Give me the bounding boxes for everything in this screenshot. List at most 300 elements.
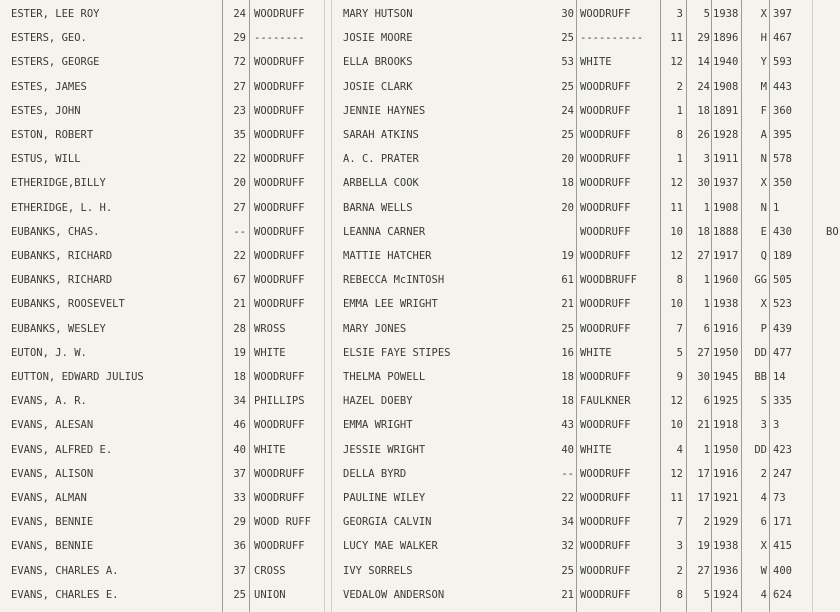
groom-township: WOOD RUFF [254, 516, 311, 529]
bride-name: JESSIE WRIGHT [343, 443, 426, 456]
groom-age: 21 [233, 298, 246, 311]
groom-name: ESTON, ROBERT [11, 129, 94, 141]
groom-age: 20 [233, 177, 246, 190]
marriage-day: 27 [697, 346, 710, 359]
bride-name: PAULINE WILEY [343, 492, 426, 504]
groom-age: 24 [233, 8, 246, 20]
marriage-day: 30 [697, 177, 710, 190]
groom-name: EVANS, ALFRED E. [11, 443, 113, 456]
margin-note [826, 559, 840, 583]
marriage-month: 3 [676, 540, 683, 553]
table-row [0, 147, 840, 171]
record-page: 350 [773, 177, 792, 190]
table-row [0, 26, 840, 50]
groom-name: EVANS, A. R. [11, 395, 87, 408]
marriage-year: 1936 [713, 564, 739, 577]
margin-note [826, 2, 840, 26]
groom-township: WOODRUFF [254, 129, 305, 141]
record-book: 2 [760, 467, 767, 480]
record-page: 360 [773, 104, 792, 117]
margin-note [826, 99, 840, 123]
margin-note [826, 317, 840, 341]
groom-name: EUBANKS, RICHARD [11, 274, 113, 287]
marriage-month: 12 [670, 467, 683, 480]
groom-township: WOODRUFF [254, 80, 305, 93]
marriage-year: 1950 [713, 346, 739, 359]
record-page: 73 [773, 492, 786, 504]
table-row [0, 413, 840, 437]
marriage-year: 1917 [713, 250, 739, 262]
groom-age: 25 [233, 588, 246, 601]
groom-name: EUBANKS, WESLEY [11, 322, 106, 335]
marriage-day: 26 [697, 129, 710, 141]
record-book: Y [760, 56, 767, 69]
groom-age: 72 [233, 56, 246, 69]
marriage-month: 1 [676, 153, 683, 166]
record-book: 4 [760, 588, 767, 601]
groom-name: ESTER, LEE ROY [11, 8, 100, 20]
groom-township: WOODRUFF [254, 153, 305, 166]
margin-note [826, 365, 840, 389]
table-row [0, 317, 840, 341]
marriage-year: 1921 [713, 492, 739, 504]
bride-name: MARY JONES [343, 322, 407, 335]
record-book: 4 [760, 492, 767, 504]
margin-note [826, 486, 840, 510]
marriage-year: 1938 [713, 298, 739, 311]
record-book: M [760, 80, 767, 93]
bride-township: WOODRUFF [580, 153, 631, 166]
groom-age: 22 [233, 153, 246, 166]
groom-name: ESTERS, GEO. [11, 32, 87, 45]
record-page: 523 [773, 298, 792, 311]
table-row [0, 534, 840, 558]
groom-age: 37 [233, 467, 246, 480]
bride-township: WOODRUFF [580, 225, 631, 238]
groom-age: 22 [233, 250, 246, 262]
marriage-year: 1929 [713, 516, 739, 529]
marriage-month: 11 [670, 492, 683, 504]
table-row [0, 389, 840, 413]
marriage-month: 3 [676, 8, 683, 20]
marriage-month: 10 [670, 419, 683, 432]
margin-note [826, 413, 840, 437]
groom-age: -- [233, 225, 246, 238]
marriage-year: 1938 [713, 8, 739, 20]
bride-name: ELSIE FAYE STIPES [343, 346, 451, 359]
table-row [0, 123, 840, 147]
bride-name: A. C. PRATER [343, 153, 419, 166]
groom-age: 29 [233, 516, 246, 529]
marriage-day: 1 [703, 443, 710, 456]
marriage-year: 1960 [713, 274, 739, 287]
margin-note [826, 50, 840, 74]
record-page: 397 [773, 8, 792, 20]
record-book: X [760, 298, 767, 311]
groom-name: EVANS, ALMAN [11, 492, 87, 504]
marriage-day: 29 [697, 32, 710, 45]
marriage-month: 9 [676, 371, 683, 383]
marriage-day: 18 [697, 225, 710, 238]
record-book: 3 [760, 419, 767, 432]
margin-note [826, 389, 840, 413]
marriage-month: 10 [670, 298, 683, 311]
groom-age: 40 [233, 443, 246, 456]
marriage-month: 2 [676, 564, 683, 577]
bride-age: 21 [561, 588, 574, 601]
margin-note [826, 75, 840, 99]
margin-note [826, 268, 840, 292]
bride-township: WHITE [580, 346, 612, 359]
margin-note [826, 462, 840, 486]
marriage-year: 1925 [713, 395, 739, 408]
marriage-month: 7 [676, 322, 683, 335]
marriage-day: 5 [703, 8, 710, 20]
marriage-year: 1911 [713, 153, 739, 166]
bride-township: WOODRUFF [580, 80, 631, 93]
groom-township: CROSS [254, 564, 286, 577]
bride-age: 25 [561, 129, 574, 141]
bride-age: 34 [561, 516, 574, 529]
bride-name: EMMA LEE WRIGHT [343, 298, 438, 311]
groom-name: ETHERIDGE,BILLY [11, 177, 106, 190]
bride-age: 32 [561, 540, 574, 553]
marriage-month: 1 [676, 104, 683, 117]
bride-name: EMMA WRIGHT [343, 419, 413, 432]
margin-note [826, 292, 840, 316]
groom-name: EUBANKS, CHAS. [11, 225, 100, 238]
bride-township: WOODRUFF [580, 298, 631, 311]
margin-note [826, 26, 840, 50]
groom-township: WROSS [254, 322, 286, 335]
marriage-day: 17 [697, 467, 710, 480]
groom-age: 23 [233, 104, 246, 117]
bride-name: THELMA POWELL [343, 371, 426, 383]
bride-name: BARNA WELLS [343, 201, 413, 214]
groom-name: EVANS, BENNIE [11, 540, 94, 553]
bride-name: ARBELLA COOK [343, 177, 419, 190]
bride-name: SARAH ATKINS [343, 129, 419, 141]
record-page: 415 [773, 540, 792, 553]
groom-age: 36 [233, 540, 246, 553]
bride-age: 25 [561, 564, 574, 577]
bride-name: VEDALOW ANDERSON [343, 588, 445, 601]
record-page: 467 [773, 32, 792, 45]
table-row [0, 510, 840, 534]
bride-age: 19 [561, 250, 574, 262]
groom-age: 29 [233, 32, 246, 45]
table-row [0, 220, 840, 244]
record-book: DD [754, 443, 767, 456]
bride-age: 18 [561, 177, 574, 190]
marriage-month: 12 [670, 250, 683, 262]
groom-township: WOODRUFF [254, 274, 305, 287]
marriage-day: 19 [697, 540, 710, 553]
record-book: DD [754, 346, 767, 359]
bride-township: WOODRUFF [580, 201, 631, 214]
groom-township: WOODRUFF [254, 371, 305, 383]
record-book: H [760, 32, 767, 45]
bride-township: WOODRUFF [580, 492, 631, 504]
bride-township: WHITE [580, 443, 612, 456]
groom-township: -------- [254, 32, 305, 45]
table-row [0, 341, 840, 365]
bride-name: MATTIE HATCHER [343, 250, 432, 262]
record-book: A [760, 129, 767, 141]
record-book: GG [754, 274, 767, 287]
marriage-year: 1918 [713, 419, 739, 432]
bride-age: 25 [561, 80, 574, 93]
record-book: F [760, 104, 767, 117]
bride-age: 25 [561, 322, 574, 335]
table-row [0, 559, 840, 583]
bride-age: 30 [561, 8, 574, 20]
marriage-month: 7 [676, 516, 683, 529]
groom-name: EUTON, J. W. [11, 346, 87, 359]
bride-age: -- [561, 467, 574, 480]
groom-township: WOODRUFF [254, 419, 305, 432]
groom-age: 18 [233, 371, 246, 383]
marriage-month: 2 [676, 80, 683, 93]
marriage-year: 1916 [713, 322, 739, 335]
record-page: 3 [773, 419, 780, 432]
record-book: S [760, 395, 767, 408]
bride-name: JOSIE MOORE [343, 32, 413, 45]
bride-township: WOODRUFF [580, 104, 631, 117]
margin-note: BO [826, 225, 839, 238]
groom-township: UNION [254, 588, 286, 601]
groom-township: WOODRUFF [254, 540, 305, 553]
record-book: BB [754, 371, 767, 383]
groom-township: WOODRUFF [254, 492, 305, 504]
bride-name: IVY SORRELS [343, 564, 413, 577]
bride-township: WOODRUFF [580, 322, 631, 335]
record-page: 443 [773, 80, 792, 93]
marriage-year: 1940 [713, 56, 739, 69]
marriage-day: 30 [697, 371, 710, 383]
record-page: 171 [773, 516, 792, 529]
marriage-month: 5 [676, 346, 683, 359]
table-row [0, 462, 840, 486]
marriage-day: 27 [697, 250, 710, 262]
table-row [0, 75, 840, 99]
bride-township: WOODRUFF [580, 588, 631, 601]
margin-note [826, 244, 840, 268]
record-page: 189 [773, 250, 792, 262]
marriage-day: 18 [697, 104, 710, 117]
bride-township: WOODBRUFF [580, 274, 637, 287]
groom-age: 19 [233, 346, 246, 359]
bride-township: WOODRUFF [580, 177, 631, 190]
groom-age: 46 [233, 419, 246, 432]
bride-township: WOODRUFF [580, 467, 631, 480]
bride-township: WOODRUFF [580, 516, 631, 529]
groom-age: 34 [233, 395, 246, 408]
marriage-year: 1937 [713, 177, 739, 190]
marriage-year: 1938 [713, 540, 739, 553]
marriage-day: 1 [703, 298, 710, 311]
groom-name: EVANS, CHARLES E. [11, 588, 119, 601]
groom-township: WOODRUFF [254, 8, 305, 20]
margin-note [826, 510, 840, 534]
marriage-year: 1928 [713, 129, 739, 141]
margin-note [826, 583, 840, 607]
bride-age: 24 [561, 104, 574, 117]
margin-note [826, 196, 840, 220]
groom-township: WOODRUFF [254, 225, 305, 238]
bride-age: 20 [561, 153, 574, 166]
bride-age: 43 [561, 419, 574, 432]
groom-name: ESTES, JOHN [11, 104, 81, 117]
groom-name: ESTERS, GEORGE [11, 56, 100, 69]
groom-name: EUBANKS, RICHARD [11, 250, 113, 262]
groom-township: WOODRUFF [254, 250, 305, 262]
groom-name: ESTUS, WILL [11, 153, 81, 166]
bride-name: GEORGIA CALVIN [343, 516, 432, 529]
bride-age: 21 [561, 298, 574, 311]
record-page: 1 [773, 201, 780, 214]
marriage-day: 24 [697, 80, 710, 93]
marriage-day: 6 [703, 395, 710, 408]
table-row [0, 171, 840, 195]
bride-age: 22 [561, 492, 574, 504]
marriage-day: 14 [697, 56, 710, 69]
margin-note [826, 341, 840, 365]
groom-name: ETHERIDGE, L. H. [11, 201, 113, 214]
bride-name: LUCY MAE WALKER [343, 540, 438, 553]
bride-age: 18 [561, 395, 574, 408]
bride-age: 16 [561, 346, 574, 359]
groom-township: WHITE [254, 443, 286, 456]
marriage-month: 8 [676, 274, 683, 287]
marriage-year: 1950 [713, 443, 739, 456]
record-page: 439 [773, 322, 792, 335]
record-page: 335 [773, 395, 792, 408]
marriage-month: 4 [676, 443, 683, 456]
bride-township: WOODRUFF [580, 8, 631, 20]
bride-township: WHITE [580, 56, 612, 69]
groom-name: ESTES, JAMES [11, 80, 87, 93]
marriage-month: 11 [670, 201, 683, 214]
marriage-month: 8 [676, 129, 683, 141]
bride-township: WOODRUFF [580, 419, 631, 432]
marriage-month: 12 [670, 395, 683, 408]
bride-township: WOODRUFF [580, 540, 631, 553]
record-page: 578 [773, 153, 792, 166]
bride-name: LEANNA CARNER [343, 225, 426, 238]
bride-age: 18 [561, 371, 574, 383]
marriage-year: 1908 [713, 201, 739, 214]
record-book: E [760, 225, 767, 238]
marriage-day: 5 [703, 588, 710, 601]
bride-age [550, 220, 574, 244]
groom-township: WOODRUFF [254, 201, 305, 214]
marriage-month: 11 [670, 32, 683, 45]
groom-age: 35 [233, 129, 246, 141]
margin-note [826, 147, 840, 171]
marriage-year: 1888 [713, 225, 739, 238]
margin-note [826, 438, 840, 462]
table-row [0, 365, 840, 389]
marriage-year: 1891 [713, 104, 739, 117]
record-book: X [760, 540, 767, 553]
groom-township: WOODRUFF [254, 467, 305, 480]
marriage-year: 1924 [713, 588, 739, 601]
marriage-month: 12 [670, 177, 683, 190]
marriage-month: 10 [670, 225, 683, 238]
marriage-month: 8 [676, 588, 683, 601]
marriage-day: 21 [697, 419, 710, 432]
marriage-day: 1 [703, 201, 710, 214]
table-row [0, 486, 840, 510]
margin-note [826, 534, 840, 558]
groom-age: 67 [233, 274, 246, 287]
groom-age: 27 [233, 80, 246, 93]
record-page: 400 [773, 564, 792, 577]
bride-age: 61 [561, 274, 574, 287]
marriage-month: 12 [670, 56, 683, 69]
bride-name: REBECCA McINTOSH [343, 274, 445, 287]
groom-age: 28 [233, 322, 246, 335]
record-page: 624 [773, 588, 792, 601]
bride-age: 40 [561, 443, 574, 456]
table-row [0, 2, 840, 26]
bride-age: 20 [561, 201, 574, 214]
record-page: 430 [773, 225, 792, 238]
marriage-day: 2 [703, 516, 710, 529]
table-row [0, 583, 840, 607]
margin-note [826, 171, 840, 195]
groom-township: WOODRUFF [254, 298, 305, 311]
record-book: X [760, 8, 767, 20]
bride-name: DELLA BYRD [343, 467, 407, 480]
record-book: P [760, 322, 767, 335]
table-row [0, 99, 840, 123]
marriage-day: 17 [697, 492, 710, 504]
groom-name: EVANS, BENNIE [11, 516, 94, 529]
groom-age: 27 [233, 201, 246, 214]
groom-name: EUTTON, EDWARD JULIUS [11, 371, 144, 383]
marriage-day: 1 [703, 274, 710, 287]
bride-township: WOODRUFF [580, 371, 631, 383]
marriage-day: 27 [697, 564, 710, 577]
table-row [0, 244, 840, 268]
table-row [0, 50, 840, 74]
bride-township: WOODRUFF [580, 129, 631, 141]
groom-township: WOODRUFF [254, 56, 305, 69]
marriage-year: 1945 [713, 371, 739, 383]
marriage-year: 1908 [713, 80, 739, 93]
record-page: 395 [773, 129, 792, 141]
table-row [0, 438, 840, 462]
groom-age: 37 [233, 564, 246, 577]
record-book: N [760, 201, 767, 214]
record-page: 477 [773, 346, 792, 359]
margin-note [826, 123, 840, 147]
groom-township: WOODRUFF [254, 104, 305, 117]
record-book: 6 [760, 516, 767, 529]
groom-age: 33 [233, 492, 246, 504]
table-row [0, 268, 840, 292]
record-page: 423 [773, 443, 792, 456]
marriage-year: 1916 [713, 467, 739, 480]
groom-name: EVANS, ALESAN [11, 419, 94, 432]
record-book: W [760, 564, 767, 577]
table-row [0, 292, 840, 316]
table-row [0, 196, 840, 220]
marriage-day: 3 [703, 153, 710, 166]
bride-township: WOODRUFF [580, 250, 631, 262]
